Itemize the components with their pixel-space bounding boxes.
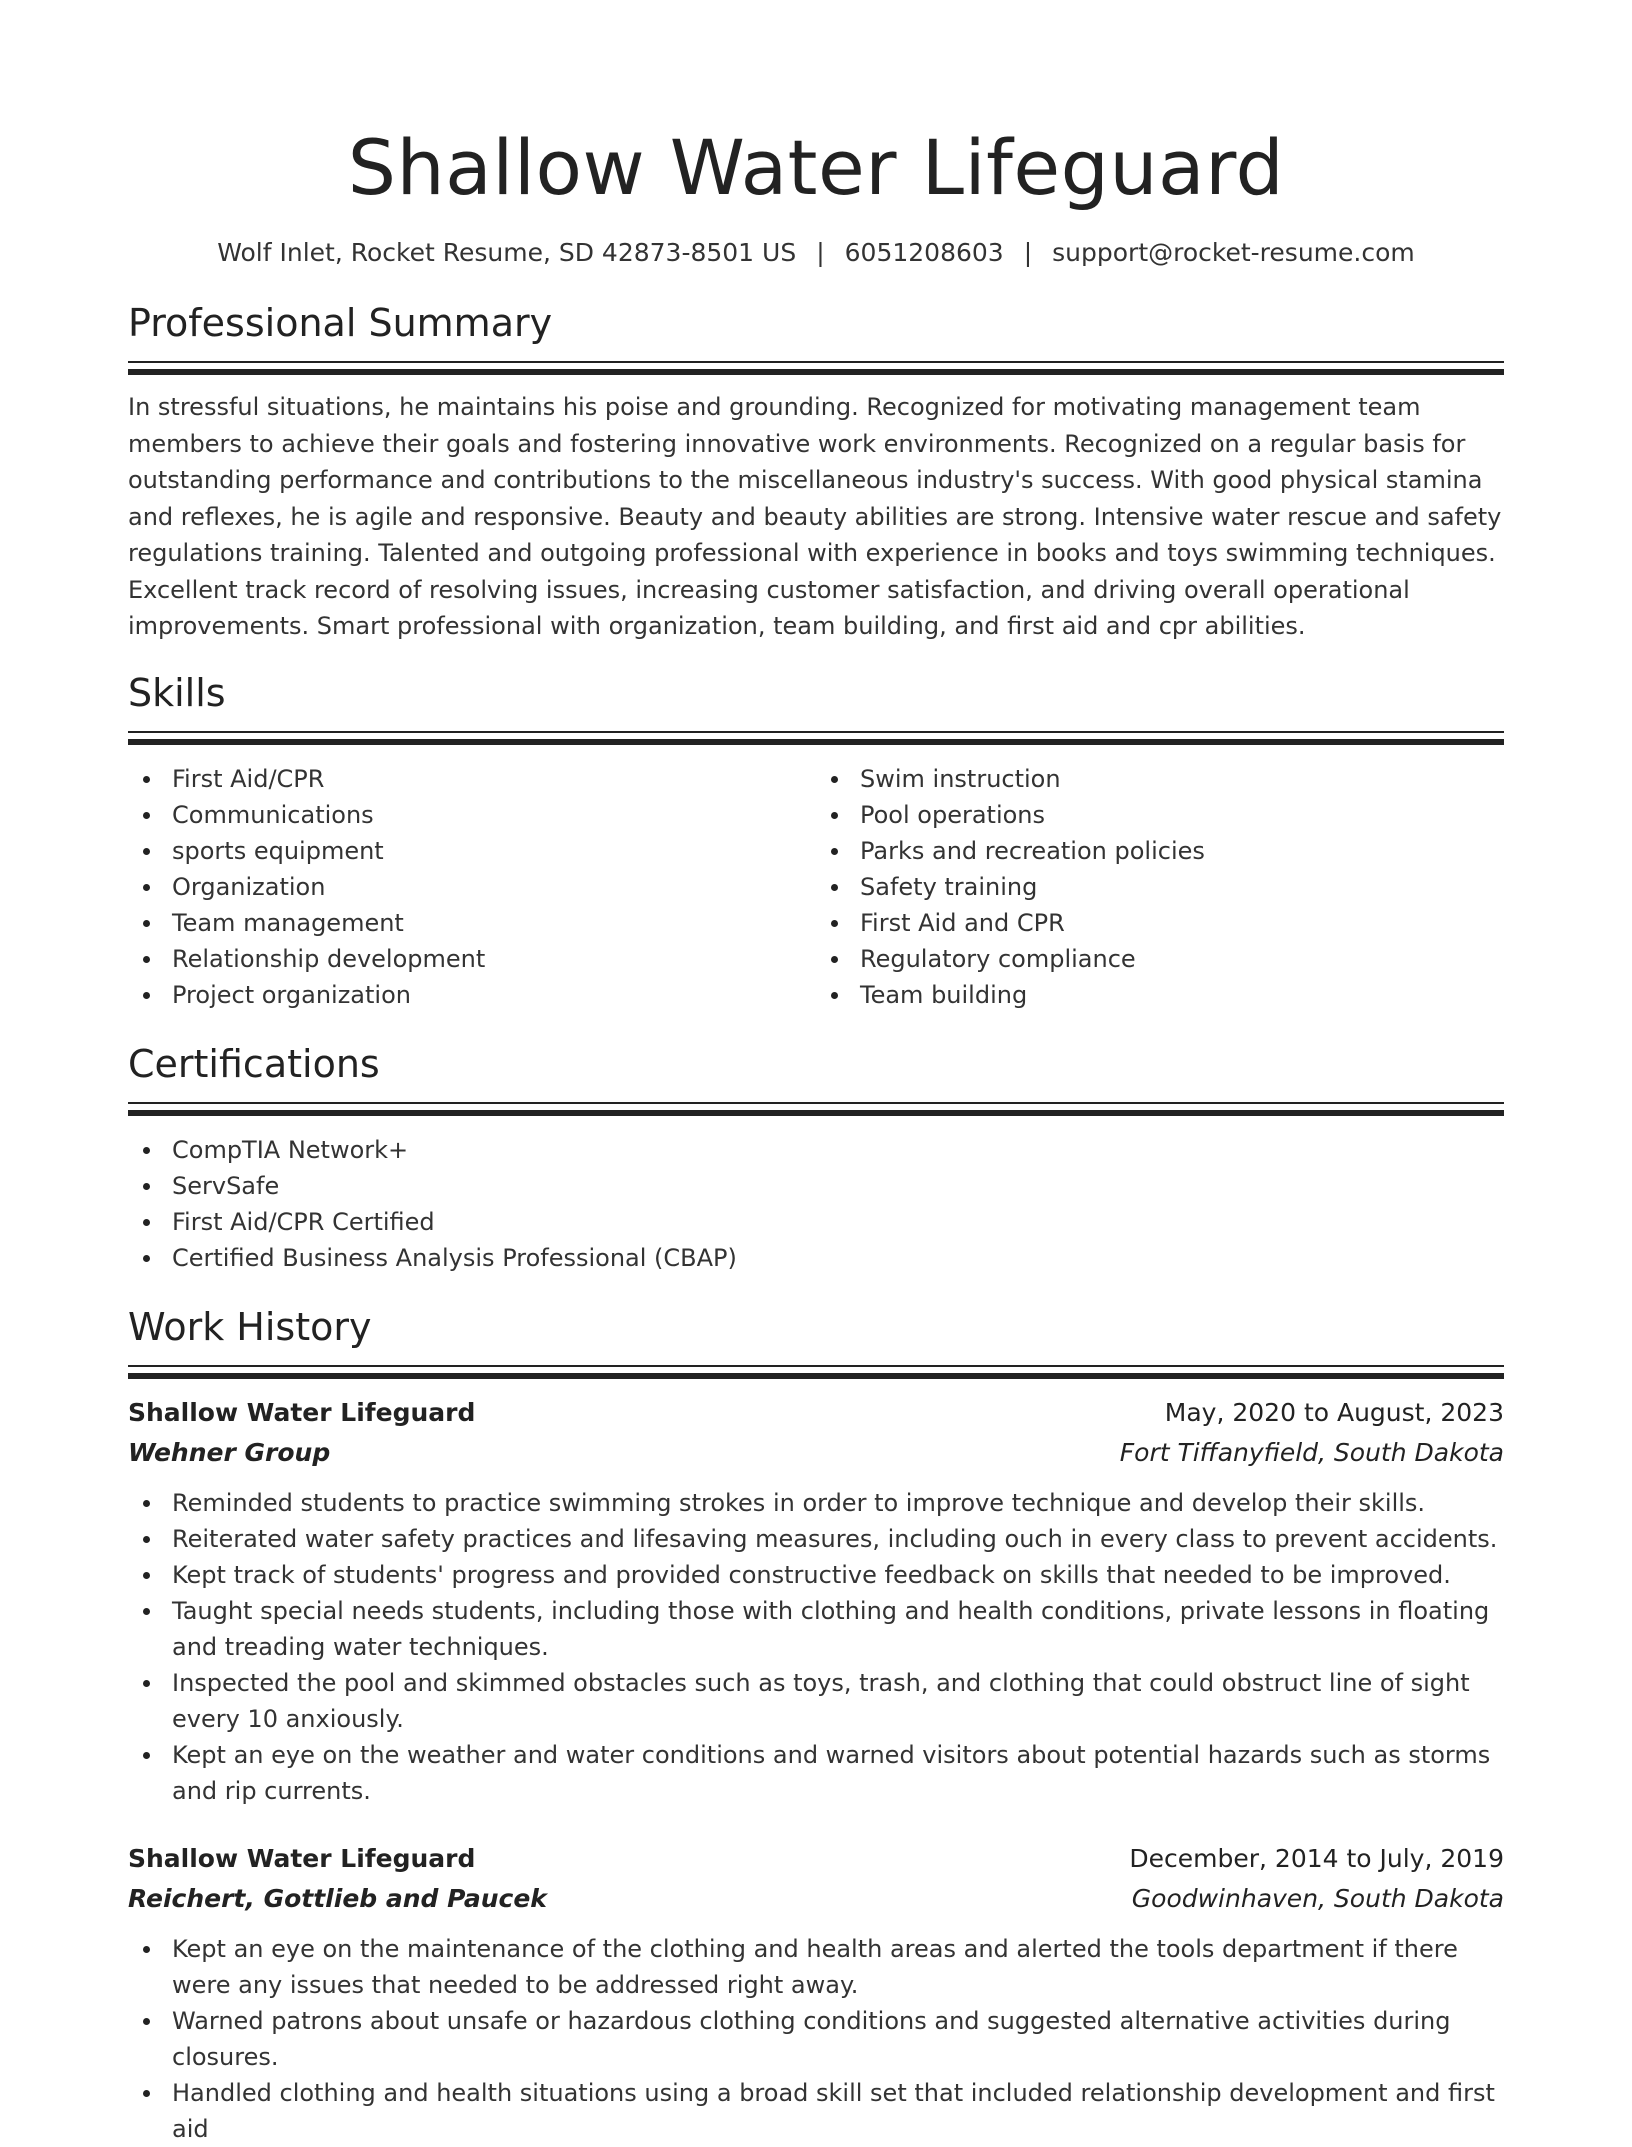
skill-item: Project organization (172, 977, 816, 1013)
job-duty-item: Reminded students to practice swimming strokes in order to improve technique and develop their skills. (172, 1485, 1504, 1521)
contact-phone: 6051208603 (844, 238, 1004, 267)
contact-separator: | (1023, 238, 1033, 267)
section-divider (128, 361, 1504, 375)
job-header (128, 1839, 1504, 1879)
skill-item: Parks and recreation policies (860, 833, 1504, 869)
section-heading-certifications: Certifications (128, 1041, 380, 1086)
skills-section (128, 669, 1504, 1013)
section-divider (128, 1102, 1504, 1116)
work-history-section (128, 1303, 1504, 2147)
certification-item: Certified Business Analysis Professional (CBAP) (172, 1240, 1504, 1276)
skill-item: Organization (172, 869, 816, 905)
job-entry (128, 1393, 1504, 1809)
job-duty-item: Reiterated water safety practices and lifesaving measures, including ouch in every class to prevent accidents. (172, 1521, 1504, 1557)
job-title: Shallow Water Lifeguard (128, 1397, 476, 1427)
job-duty-item: Kept an eye on the maintenance of the clothing and health areas and alerted the tools department if there were any issues that needed to be addressed right away. (172, 1931, 1504, 2003)
skill-item: Pool operations (860, 797, 1504, 833)
section-divider (128, 1365, 1504, 1379)
summary-text: In stressful situations, he maintains his poise and grounding. Recognized for motivating management team members to achieve their goals and fostering innovative work environments. Recognized on a regular basis for outstanding performance and contributions to the miscellaneous industry's success. With good physical stamina and reflexes, he is agile and responsive. Beauty and beauty abilities are strong. Intensive water rescue and safety regulations training. Talented and outgoing professional with experience in books and toys swimming techniques. Excellent track record of resolving issues, increasing customer satisfaction, and driving overall operational improvements. Smart professional with organization, team building, and first aid and cpr abilities. (128, 393, 1502, 640)
skill-item: Team building (860, 977, 1504, 1013)
job-duty-item: Kept track of students' progress and provided constructive feedback on skills that needed to be improved. (172, 1557, 1504, 1593)
contact-line (128, 236, 1504, 270)
section-heading-skills: Skills (128, 670, 226, 715)
skill-item: Relationship development (172, 941, 816, 977)
skills-columns (128, 761, 1504, 1013)
job-location: Fort Tiffanyfield, South Dakota (1119, 1437, 1504, 1467)
certification-item: ServSafe (172, 1168, 1504, 1204)
job-subheader (128, 1879, 1504, 1919)
job-header (128, 1393, 1504, 1433)
job-company: Reichert, Gottlieb and Paucek (128, 1883, 547, 1913)
skills-list-left (128, 761, 816, 1013)
job-subheader (128, 1433, 1504, 1473)
job-location: Goodwinhaven, South Dakota (1131, 1883, 1504, 1913)
resume-page (128, 0, 1504, 2147)
summary-section (128, 299, 1504, 645)
certification-item: CompTIA Network+ (172, 1132, 1504, 1168)
section-heading-summary: Professional Summary (128, 301, 553, 345)
job-duty-item: Inspected the pool and skimmed obstacles such as toys, trash, and clothing that could obstruct line of sight every 10 anxiously. (172, 1665, 1504, 1737)
job-duties (128, 1485, 1504, 1809)
skills-list-right (816, 761, 1504, 1013)
skill-item: Regulatory compliance (860, 941, 1504, 977)
section-heading-work-history: Work History (128, 1304, 372, 1349)
skill-item: First Aid/CPR (172, 761, 816, 797)
certifications-section (128, 1040, 1504, 1276)
certification-item: First Aid/CPR Certified (172, 1204, 1504, 1240)
skill-item: Team management (172, 905, 816, 941)
job-entry (128, 1839, 1504, 2147)
skill-item: Communications (172, 797, 816, 833)
job-dates: December, 2014 to July, 2019 (1129, 1843, 1504, 1873)
contact-address: Wolf Inlet, Rocket Resume, SD 42873-8501 US (217, 238, 797, 267)
job-duties (128, 1931, 1504, 2147)
page-title: Shallow Water Lifeguard (347, 123, 1285, 212)
skill-item: sports equipment (172, 833, 816, 869)
section-divider (128, 731, 1504, 745)
job-company: Wehner Group (128, 1437, 331, 1467)
skill-item: First Aid and CPR (860, 905, 1504, 941)
job-duty-item: Kept an eye on the weather and water conditions and warned visitors about potential hazards such as storms and rip currents. (172, 1737, 1504, 1809)
skill-item: Swim instruction (860, 761, 1504, 797)
certifications-list (128, 1132, 1504, 1276)
job-dates: May, 2020 to August, 2023 (1164, 1397, 1504, 1427)
job-duty-item: Taught special needs students, including those with clothing and health conditions, private lessons in floating and treading water techniques. (172, 1593, 1504, 1665)
job-duty-item: Handled clothing and health situations using a broad skill set that included relationship development and first aid (172, 2075, 1504, 2147)
contact-separator: | (816, 238, 825, 267)
job-title: Shallow Water Lifeguard (128, 1843, 476, 1873)
contact-email: support@rocket-resume.com (1052, 238, 1415, 267)
skill-item: Safety training (860, 869, 1504, 905)
job-duty-item: Warned patrons about unsafe or hazardous clothing conditions and suggested alternative activities during closures. (172, 2003, 1504, 2075)
